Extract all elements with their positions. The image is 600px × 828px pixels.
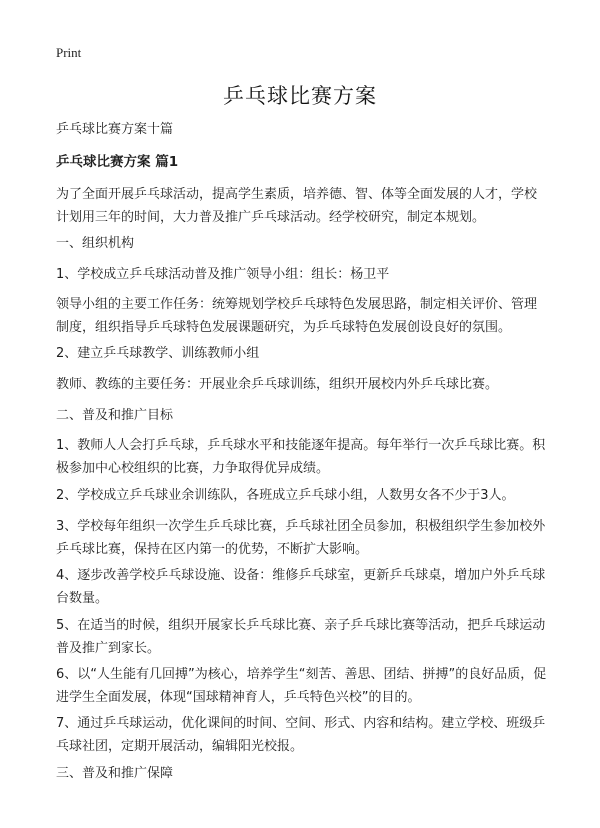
guarantee-heading: 三、普及和推广保障	[56, 766, 174, 781]
org-item-1: 1、学校成立乒乓球活动普及推广领导小组：组长：杨卫平	[56, 267, 390, 282]
org-heading: 一、组织机构	[56, 236, 135, 251]
goal-item: 1、教师人人会打乒乓球，乒乓球水平和技能逐年提高。每年举行一次乒乓球比赛。积极参加中心校组织的比赛，力争取得优异成绩。	[56, 438, 546, 476]
print-link[interactable]: Print	[56, 45, 82, 60]
goals-heading: 二、普及和推广目标	[56, 408, 174, 423]
document-subtitle: 乒乓球比赛方案十篇	[56, 122, 174, 137]
goal-item: 2、学校成立乒乓球业余训练队，各班成立乒乓球小组，人数男女各不少于3人。	[56, 488, 515, 503]
goal-item: 6、以“人生能有几回搏”为核心，培养学生“刻苦、善思、团结、拼搏”的良好品质，促进学生全面发展，体现“国球精神育人，乒乓特色兴校”的目的。	[56, 667, 547, 705]
intro-paragraph: 为了全面开展乒乓球活动，提高学生素质，培养德、智、体等全面发展的人才，学校计划用三年的时间，大力普及推广乒乓球活动。经学校研究，制定本规划。	[56, 187, 538, 225]
page-title: 乒乓球比赛方案	[223, 84, 377, 108]
goal-item: 7、通过乒乓球运动，优化课间的时间、空间、形式、内容和结构。建立学校、班级乒乓球社团，定期开展活动，编辑阳光校报。	[56, 716, 546, 754]
teacher-task-paragraph: 教师、教练的主要任务：开展业余乒乓球训练，组织开展校内外乒乓球比赛。	[56, 377, 499, 392]
goal-item: 4、逐步改善学校乒乓球设施、设备：维修乒乓球室，更新乒乓球桌，增加户外乒乓球台数量。	[56, 568, 546, 606]
goal-item: 3、学校每年组织一次学生乒乓球比赛，乒乓球社团全员参加，积极组织学生参加校外乒乓球比赛，保持在区内第一的优势，不断扩大影响。	[56, 519, 546, 557]
goal-item: 5、在适当的时候，组织开展家长乒乓球比赛、亲子乒乓球比赛等活动，把乒乓球运动普及推广到家长。	[56, 618, 546, 656]
org-item-2: 2、建立乒乓球教学、训练教师小组	[56, 346, 260, 361]
org-task-paragraph: 领导小组的主要工作任务：统筹规划学校乒乓球特色发展思路，制定相关评价、管理制度，组织指导乒乓球特色发展课题研究，为乒乓球特色发展创设良好的氛围。	[56, 297, 538, 335]
section-heading: 乒乓球比赛方案 篇1	[56, 154, 179, 170]
